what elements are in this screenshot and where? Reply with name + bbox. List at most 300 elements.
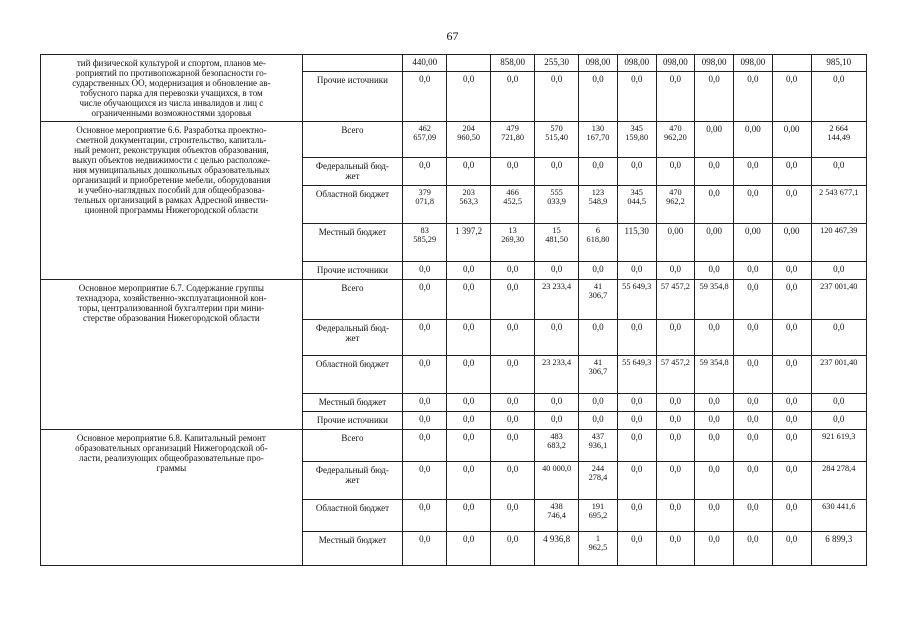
value-text: 0,0 [419, 358, 431, 368]
funding-source-label: Местный бюджет [318, 535, 387, 545]
funding-source [302, 55, 403, 72]
funding-source-label: Областной бюджет [315, 503, 390, 513]
year-value-cell [535, 186, 579, 224]
value-text: 0,0 [592, 322, 604, 332]
year-value-cell [617, 186, 656, 224]
value-text: 0,0 [786, 414, 798, 424]
value-text: 0,0 [669, 414, 682, 424]
year-value-cell [734, 462, 773, 500]
funding-source-label: Всего [341, 283, 364, 293]
year-value-cell [403, 262, 447, 280]
year-value-cell [772, 71, 811, 121]
value-text: 555 033,9 [547, 188, 566, 206]
year-value-cell [403, 532, 447, 566]
value-text: 15 481,50 [545, 226, 569, 244]
year-value-cell [491, 186, 535, 224]
funding-source-label: Местный бюджет [318, 227, 387, 237]
year-value-cell [447, 158, 491, 186]
year-value-cell [447, 430, 491, 462]
value-text: 0,0 [592, 160, 604, 170]
year-value-cell [403, 412, 447, 430]
value-text: 0,0 [631, 396, 643, 406]
value-text: 55 649,3 [622, 282, 652, 291]
value-text: 098,00 [624, 57, 650, 67]
funding-source [302, 356, 403, 394]
year-value-cell [734, 122, 773, 158]
year-value-cell [579, 186, 618, 224]
year-value-cell [447, 412, 491, 430]
value-text: 0,0 [708, 414, 720, 424]
year-value-cell [734, 71, 773, 121]
page-number: 67 [446, 29, 459, 43]
value-text: 0,0 [419, 264, 431, 274]
year-value-cell [535, 262, 579, 280]
value-text: 0,0 [419, 322, 431, 332]
value-text: 0,0 [708, 264, 720, 274]
year-value-cell [772, 55, 811, 72]
value-text: 0,0 [669, 160, 682, 170]
year-value-cell [403, 462, 447, 500]
funding-source [302, 71, 403, 121]
value-text: 191 695,2 [588, 502, 608, 520]
value-text: 345 044,5 [627, 188, 647, 206]
value-text: 0,0 [833, 160, 845, 170]
value-text: 438 746,4 [547, 502, 566, 520]
value-text: 120 467,39 [820, 226, 858, 235]
year-value-cell [695, 186, 734, 224]
year-value-cell [695, 532, 734, 566]
year-value-cell [734, 262, 773, 280]
year-value-cell [656, 412, 695, 430]
funding-source [302, 186, 403, 224]
value-text: 098,00 [585, 57, 611, 67]
year-value-cell [491, 280, 535, 320]
value-text: 0,0 [592, 396, 604, 406]
year-value-cell [772, 122, 811, 158]
value-text: 0,0 [747, 358, 759, 368]
year-value-cell [734, 394, 773, 412]
year-value-cell [772, 186, 811, 224]
value-text: 921 619,3 [822, 432, 856, 441]
total-cell [811, 532, 867, 566]
value-text: 0,0 [833, 264, 845, 274]
value-text: 0,0 [631, 73, 643, 84]
value-text: 0,0 [419, 73, 431, 84]
value-text: 0,0 [419, 396, 431, 406]
table-body [41, 55, 867, 566]
value-text: 123 548,9 [588, 188, 608, 206]
value-text: 0,00 [706, 226, 723, 236]
value-text: 0,0 [708, 322, 720, 332]
year-value-cell [579, 158, 618, 186]
funding-source [302, 224, 403, 262]
total-cell [811, 430, 867, 462]
year-value-cell [656, 356, 695, 394]
year-value-cell [772, 394, 811, 412]
year-value-cell [734, 500, 773, 532]
value-text: 0,0 [786, 358, 798, 368]
year-value-cell [491, 158, 535, 186]
year-value-cell [579, 356, 618, 394]
value-text: 23 233,4 [542, 282, 572, 291]
year-value-cell [403, 320, 447, 356]
year-value-cell [491, 71, 535, 121]
value-text: 0,0 [463, 414, 475, 424]
year-value-cell [535, 71, 579, 121]
value-text: 470 962,20 [664, 124, 687, 142]
value-text: 0,0 [507, 322, 519, 332]
year-value-cell [447, 224, 491, 262]
value-text: 41 306,7 [588, 358, 608, 376]
year-value-cell [695, 462, 734, 500]
value-text: 2 543 677,1 [819, 188, 859, 197]
value-text: 0,0 [631, 534, 643, 544]
year-value-cell [403, 394, 447, 412]
year-value-cell [491, 356, 535, 394]
value-text: 0,0 [550, 73, 563, 84]
value-text: 59 354,8 [699, 358, 729, 367]
value-text: 0,0 [669, 264, 682, 274]
value-text: 0,0 [786, 188, 798, 198]
year-value-cell [656, 320, 695, 356]
year-value-cell [695, 122, 734, 158]
value-text: 0,0 [631, 264, 643, 274]
value-text: 204 960,50 [457, 124, 481, 142]
value-text: 0,0 [507, 358, 519, 368]
funding-source-label: Местный бюджет [318, 397, 387, 407]
value-text: 0,0 [463, 396, 475, 406]
value-text: 0,0 [631, 322, 643, 332]
total-cell [811, 158, 867, 186]
year-value-cell [617, 430, 656, 462]
value-text: 0,0 [786, 464, 798, 474]
year-value-cell [535, 412, 579, 430]
year-value-cell [403, 430, 447, 462]
year-value-cell [734, 224, 773, 262]
total-cell [811, 500, 867, 532]
value-text: 0,0 [747, 502, 759, 512]
year-value-cell [734, 430, 773, 462]
year-value-cell [617, 356, 656, 394]
year-value-cell [403, 122, 447, 158]
year-value-cell [403, 186, 447, 224]
year-value-cell [772, 412, 811, 430]
year-value-cell [656, 280, 695, 320]
value-text: 0,0 [463, 73, 475, 84]
measure-description-text: Основное мероприятие 6.6. Разработка проектно- сметной документации, строительство, капиталь- ный ремонт, реконструкция объектов образования, выкуп объектов недвижимости с целью расположе- ния муниципальных дошкольных образовательных организаций и приобретение мебели, оборудования и учебно-наглядных пособий для общеобразова- тельных организаций в рамках Адресной инвести- ционной программы Нижегородской области [72, 125, 271, 215]
year-value-cell [695, 158, 734, 186]
total-cell [811, 224, 867, 262]
value-text: 0,0 [669, 534, 682, 544]
year-value-cell [772, 500, 811, 532]
value-text: 0,0 [592, 73, 604, 84]
value-text: 0,0 [669, 464, 682, 474]
year-value-cell [535, 122, 579, 158]
year-value-cell [617, 280, 656, 320]
funding-source-label: Федеральный бюд- жет [315, 465, 390, 485]
year-value-cell [656, 532, 695, 566]
value-text: 0,0 [786, 432, 798, 442]
funding-source-label: Прочие источники [316, 415, 389, 425]
funding-source [302, 280, 403, 320]
value-text: 0,0 [631, 414, 643, 424]
year-value-cell [617, 55, 656, 72]
year-value-cell [535, 224, 579, 262]
year-value-cell [535, 320, 579, 356]
value-text: 0,0 [419, 414, 431, 424]
year-value-cell [491, 262, 535, 280]
year-value-cell [772, 262, 811, 280]
value-text: 0,0 [786, 322, 798, 332]
year-value-cell [535, 280, 579, 320]
value-text: 0,0 [463, 282, 475, 292]
value-text: 098,00 [740, 57, 766, 67]
year-value-cell [772, 356, 811, 394]
year-value-cell [535, 394, 579, 412]
year-value-cell [617, 462, 656, 500]
value-text: 0,00 [745, 226, 761, 236]
value-text: 440,00 [412, 57, 438, 67]
value-text: 0,00 [783, 124, 800, 134]
year-value-cell [656, 122, 695, 158]
value-text: 0,0 [631, 502, 643, 512]
year-value-cell [734, 186, 773, 224]
year-value-cell [579, 412, 618, 430]
year-value-cell [772, 280, 811, 320]
value-text: 0,0 [550, 396, 563, 406]
value-text: 0,0 [507, 414, 519, 424]
year-value-cell [617, 412, 656, 430]
year-value-cell [535, 158, 579, 186]
value-text: 098,00 [701, 57, 727, 67]
total-cell [811, 122, 867, 158]
value-text: 0,00 [745, 124, 761, 134]
value-text: 0,0 [550, 322, 563, 332]
funding-source-label: Прочие источники [316, 74, 389, 85]
value-text: 255,30 [544, 57, 569, 67]
value-text: 0,0 [463, 358, 475, 368]
value-text: 0,00 [706, 124, 723, 134]
value-text: 130 167,70 [586, 124, 610, 142]
value-text: 0,0 [708, 432, 720, 442]
total-cell [811, 394, 867, 412]
value-text: 0,0 [463, 322, 475, 332]
value-text: 23 233,4 [542, 358, 572, 367]
value-text: 6 618,80 [586, 226, 610, 244]
year-value-cell [617, 224, 656, 262]
funding-source-label: Областной бюджет [315, 359, 390, 369]
value-text: 0,0 [550, 414, 563, 424]
funding-source [302, 394, 403, 412]
funding-source [302, 412, 403, 430]
year-value-cell [535, 356, 579, 394]
value-text: 4 936,8 [543, 534, 571, 544]
year-value-cell [695, 356, 734, 394]
value-text: 0,0 [669, 432, 682, 442]
value-text: 0,0 [833, 414, 845, 424]
year-value-cell [491, 320, 535, 356]
value-text: 0,0 [747, 160, 759, 170]
year-value-cell [695, 320, 734, 356]
year-value-cell [734, 356, 773, 394]
year-value-cell [491, 500, 535, 532]
year-value-cell [579, 224, 618, 262]
funding-source-label: Прочие источники [316, 265, 389, 275]
value-text: 470 962,2 [666, 188, 685, 206]
value-text: 0,0 [708, 534, 720, 544]
year-value-cell [656, 394, 695, 412]
year-value-cell [579, 320, 618, 356]
year-value-cell [535, 430, 579, 462]
year-value-cell [656, 462, 695, 500]
year-value-cell [447, 320, 491, 356]
value-text: 570 515,40 [545, 124, 569, 142]
value-text: 0,0 [463, 160, 475, 170]
value-text: 0,0 [833, 396, 845, 406]
year-value-cell [772, 320, 811, 356]
value-text: 0,0 [550, 264, 563, 274]
value-text: 1 962,5 [588, 534, 608, 552]
value-text: 0,0 [747, 322, 759, 332]
value-text: 55 649,3 [622, 358, 652, 367]
value-text: 203 563,3 [459, 188, 478, 206]
year-value-cell [656, 224, 695, 262]
year-value-cell [579, 122, 618, 158]
value-text: 284 278,4 [822, 464, 856, 473]
total-cell [811, 262, 867, 280]
funding-source-label: Всего [341, 433, 364, 443]
year-value-cell [617, 262, 656, 280]
year-value-cell [617, 500, 656, 532]
year-value-cell [617, 320, 656, 356]
value-text: 1 397,2 [455, 226, 483, 236]
value-text: 0,00 [783, 226, 800, 236]
year-value-cell [535, 55, 579, 72]
year-value-cell [695, 71, 734, 121]
value-text: 0,0 [708, 160, 720, 170]
value-text: 0,0 [747, 414, 759, 424]
year-value-cell [447, 532, 491, 566]
value-text: 41 306,7 [588, 282, 608, 300]
value-text: 630 441,6 [822, 502, 856, 511]
year-value-cell [579, 532, 618, 566]
year-value-cell [491, 430, 535, 462]
value-text: 0,0 [419, 282, 431, 292]
value-text: 858,00 [500, 57, 526, 67]
year-value-cell [447, 122, 491, 158]
value-text: 57 457,2 [660, 358, 690, 367]
value-text: 0,0 [747, 282, 759, 292]
value-text: 40 000,0 [542, 464, 572, 473]
value-text: 83 585,29 [413, 226, 437, 244]
year-value-cell [656, 186, 695, 224]
value-text: 0,0 [463, 432, 475, 442]
year-value-cell [656, 71, 695, 121]
funding-source-label: Федеральный бюд- жет [315, 323, 390, 343]
measure-description-text: Основное мероприятие 6.8. Капитальный ремонт образовательных организаций Нижегородской об- ласти, реализующих общеобразовательные про- граммы [75, 433, 268, 473]
value-text: 0,0 [463, 534, 475, 544]
year-value-cell [734, 158, 773, 186]
year-value-cell [695, 280, 734, 320]
year-value-cell [772, 430, 811, 462]
value-text: 0,0 [507, 73, 519, 84]
value-text: 57 457,2 [660, 282, 690, 291]
year-value-cell [403, 500, 447, 532]
year-value-cell [656, 262, 695, 280]
funding-source [302, 158, 403, 186]
year-value-cell [491, 462, 535, 500]
year-value-cell [734, 320, 773, 356]
value-text: 0,0 [463, 264, 475, 274]
value-text: 0,0 [419, 160, 431, 170]
value-text: 0,0 [669, 322, 682, 332]
value-text: 0,0 [507, 396, 519, 406]
measure-description [41, 55, 303, 122]
year-value-cell [447, 262, 491, 280]
value-text: 0,0 [631, 464, 643, 474]
year-value-cell [772, 158, 811, 186]
value-text: 0,0 [786, 73, 798, 84]
table-row [41, 122, 867, 158]
year-value-cell [447, 55, 491, 72]
year-value-cell [695, 262, 734, 280]
year-value-cell [403, 71, 447, 121]
year-value-cell [403, 224, 447, 262]
year-value-cell [447, 394, 491, 412]
value-text: 0,0 [833, 73, 845, 84]
value-text: 0,0 [507, 264, 519, 274]
funding-source [302, 532, 403, 566]
funding-source-label: Областной бюджет [315, 189, 390, 199]
value-text: 379 071,8 [415, 188, 435, 206]
year-value-cell [695, 394, 734, 412]
value-text: 0,0 [786, 160, 798, 170]
value-text: 0,0 [507, 160, 519, 170]
funding-source [302, 320, 403, 356]
year-value-cell [656, 500, 695, 532]
year-value-cell [656, 430, 695, 462]
year-value-cell [579, 280, 618, 320]
year-value-cell [491, 412, 535, 430]
year-value-cell [535, 462, 579, 500]
year-value-cell [579, 394, 618, 412]
year-value-cell [535, 532, 579, 566]
value-text: 0,0 [669, 73, 682, 84]
value-text: 244 278,4 [588, 464, 608, 482]
value-text: 479 721,80 [501, 124, 525, 142]
measure-description [41, 280, 303, 430]
year-value-cell [772, 224, 811, 262]
total-cell [811, 356, 867, 394]
year-value-cell [579, 55, 618, 72]
year-value-cell [579, 262, 618, 280]
total-cell [811, 280, 867, 320]
total-cell [811, 320, 867, 356]
value-text: 0,0 [747, 464, 759, 474]
value-text: 0,0 [631, 160, 643, 170]
value-text: 0,0 [592, 414, 604, 424]
value-text: 0,0 [419, 502, 431, 512]
measure-description [41, 122, 303, 280]
year-value-cell [695, 412, 734, 430]
year-value-cell [579, 500, 618, 532]
value-text: 0,0 [507, 464, 519, 474]
value-text: 437 936,1 [588, 432, 608, 450]
value-text: 345 159,80 [625, 124, 649, 142]
year-value-cell [403, 158, 447, 186]
year-value-cell [447, 71, 491, 121]
value-text: 237 001,40 [820, 282, 858, 291]
